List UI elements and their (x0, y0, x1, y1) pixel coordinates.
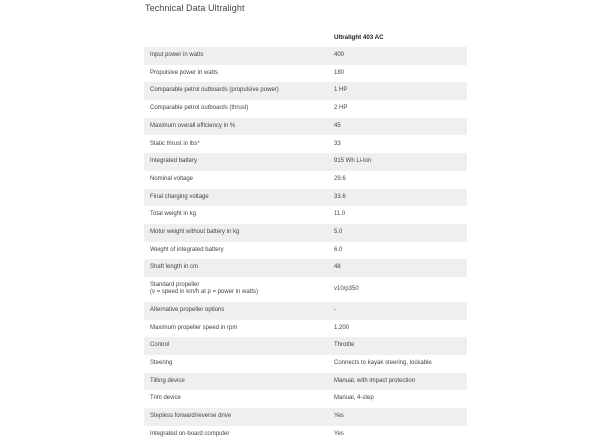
table-row (144, 65, 467, 83)
row-value: 180 (328, 65, 467, 83)
table-row (144, 337, 467, 355)
row-value: 400 (328, 47, 467, 65)
row-label: Integrated battery (144, 153, 328, 171)
table-row (144, 373, 467, 391)
row-value: 45 (328, 118, 467, 136)
row-value: 29.6 (328, 171, 467, 189)
table-row (144, 100, 467, 118)
row-label: Weight of integrated battery (144, 242, 328, 260)
table-row (144, 320, 467, 338)
row-label: Tilting device (144, 373, 328, 391)
row-label: Stepless forward/reverse drive (144, 408, 328, 426)
row-label: Final charging voltage (144, 189, 328, 207)
table-row (144, 408, 467, 426)
table-row (144, 426, 467, 443)
row-value: 33 (328, 135, 467, 153)
row-value: Manual, 4-step (328, 390, 467, 408)
row-value: Yes (328, 408, 467, 426)
table-row (144, 82, 467, 100)
row-value: Yes (328, 426, 467, 443)
row-label: Input power in watts (144, 47, 328, 65)
table-row (144, 224, 467, 242)
row-label: Alternative propeller options (144, 302, 328, 320)
row-label: Control (144, 337, 328, 355)
row-value: Manual, with impact protection (328, 373, 467, 391)
row-label-subline: (v = speed in km/h at p = power in watts) (150, 289, 259, 296)
row-value: - (328, 302, 467, 320)
table-row (144, 242, 467, 260)
row-label: Motor weight without battery in kg (144, 224, 328, 242)
row-value: 48 (328, 259, 467, 277)
row-label: Steering (144, 355, 328, 373)
table-row (144, 259, 467, 277)
row-value: Connects to kayak steering, lockable (328, 355, 467, 373)
row-value: 33.6 (328, 189, 467, 207)
row-label: Static thrust in lbs* (144, 135, 328, 153)
header-model: Ultralight 403 AC (334, 34, 384, 41)
row-value: 915 Wh Li-Ion (328, 153, 467, 171)
row-label: Comparable petrol outboards (thrust) (144, 100, 328, 118)
row-label: Nominal voltage (144, 171, 328, 189)
row-value: Throttle (328, 337, 467, 355)
page-title: Technical Data Ultralight (145, 3, 245, 13)
technical-data-table (144, 28, 467, 443)
table-row (144, 47, 467, 65)
table-row (144, 390, 467, 408)
row-label: Propulsive power in watts (144, 65, 328, 83)
table-row (144, 171, 467, 189)
row-value: 1 HP (328, 82, 467, 100)
row-label: Shaft length in cm (144, 259, 328, 277)
table-row (144, 135, 467, 153)
row-value: v10/p350 (328, 277, 467, 302)
table-row (144, 206, 467, 224)
row-value: 6.0 (328, 242, 467, 260)
table-row (144, 302, 467, 320)
row-label: Maximum propeller speed in rpm (144, 320, 328, 338)
header-empty-cell (144, 28, 328, 47)
row-label-line: Standard propeller (150, 281, 200, 288)
row-value: 2 HP (328, 100, 467, 118)
table-row (144, 153, 467, 171)
table-row (144, 189, 467, 207)
row-label: Comparable petrol outboards (propulsive power) (144, 82, 328, 100)
row-label: Integrated on-board computer (144, 426, 328, 443)
row-value: 1,200 (328, 320, 467, 338)
row-label: Trim device (144, 390, 328, 408)
row-value: 11.0 (328, 206, 467, 224)
row-label (144, 277, 328, 302)
row-value: 5.0 (328, 224, 467, 242)
row-label: Maximum overall efficiency in % (144, 118, 328, 136)
table-row (144, 118, 467, 136)
table-row (144, 355, 467, 373)
table-row (144, 277, 467, 302)
table-header-row (144, 28, 467, 47)
row-label: Total weight in kg (144, 206, 328, 224)
